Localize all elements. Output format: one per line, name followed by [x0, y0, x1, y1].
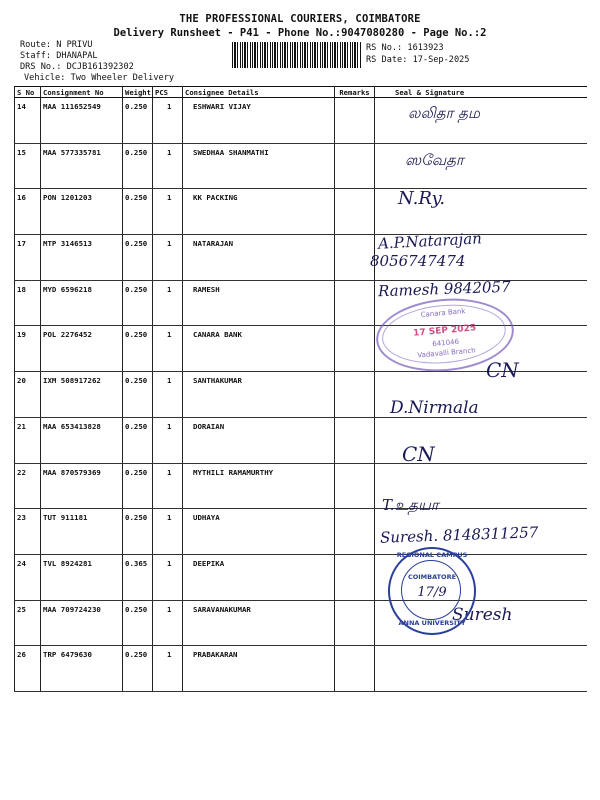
- cell-consignee: SARAVANAKUMAR: [183, 600, 335, 646]
- signature-row-18: Ramesh 9842057: [377, 277, 511, 301]
- cell-pcs: 1: [153, 326, 183, 372]
- cell-consignment: MAA 709724230: [41, 600, 123, 646]
- cell-weight: 0.250: [123, 235, 153, 281]
- cell-sno: 26: [15, 646, 41, 692]
- signature-row-16: N.Ry.: [398, 188, 446, 209]
- cell-weight: 0.250: [123, 463, 153, 509]
- cell-consignee: NATARAJAN: [183, 235, 335, 281]
- cell-consignee: MYTHILI RAMAMURTHY: [183, 463, 335, 509]
- col-header-pcs: PCS: [153, 87, 183, 98]
- cell-pcs: 1: [153, 600, 183, 646]
- cell-pcs: 1: [153, 235, 183, 281]
- cell-consignee: PRABAKARAN: [183, 646, 335, 692]
- cell-sno: 22: [15, 463, 41, 509]
- runsheet-subtitle: Delivery Runsheet - P41 - Phone No.:9047080280 - Page No.:2: [113, 27, 487, 39]
- cell-weight: 0.250: [123, 143, 153, 189]
- cell-remarks: [335, 143, 375, 189]
- cell-pcs: 1: [153, 98, 183, 144]
- cell-pcs: 1: [153, 372, 183, 418]
- cell-consignment: MTP 3146513: [41, 235, 123, 281]
- signature-row-21: D.Nirmala: [390, 398, 479, 418]
- col-header-sno: S No: [15, 87, 41, 98]
- col-header-consignee: Consignee Details: [183, 87, 335, 98]
- cell-consignee: CANARA BANK: [183, 326, 335, 372]
- cell-pcs: 1: [153, 189, 183, 235]
- university-seal-stamp: [388, 547, 476, 635]
- cell-weight: 0.250: [123, 600, 153, 646]
- cell-remarks: [335, 509, 375, 555]
- cell-consignment: TVL 8924281: [41, 554, 123, 600]
- bank-seal-date: 17 SEP 2025: [412, 323, 477, 339]
- cell-weight: 0.250: [123, 98, 153, 144]
- cell-pcs: 1: [153, 646, 183, 692]
- cell-sno: 19: [15, 326, 41, 372]
- table-row: [15, 417, 587, 463]
- cell-consignee: SANTHAKUMAR: [183, 372, 335, 418]
- cell-pcs: 1: [153, 509, 183, 555]
- cell-remarks: [335, 235, 375, 281]
- cell-sno: 16: [15, 189, 41, 235]
- cell-weight: 0.250: [123, 326, 153, 372]
- rs-number: RS No.: 1613923: [366, 43, 444, 53]
- university-seal-city: COIMBATORE: [407, 573, 457, 581]
- cell-consignee: DEEPIKA: [183, 554, 335, 600]
- company-title: THE PROFESSIONAL COURIERS, COIMBATORE: [179, 13, 421, 25]
- table-row: [15, 143, 587, 189]
- runsheet-table: [14, 86, 587, 692]
- cell-sno: 20: [15, 372, 41, 418]
- cell-remarks: [335, 372, 375, 418]
- cell-pcs: 1: [153, 554, 183, 600]
- table-row: [15, 235, 587, 281]
- signature-row-22: CN: [402, 442, 435, 466]
- cell-weight: 0.250: [123, 372, 153, 418]
- rs-date: RS Date: 17-Sep-2025: [366, 55, 470, 65]
- signature-row-17-name: A.P.Natarajan: [377, 229, 483, 253]
- cell-consignment: MAA 577335781: [41, 143, 123, 189]
- cell-remarks: [335, 417, 375, 463]
- cell-consignment: TUT 911181: [41, 509, 123, 555]
- signature-row-26: Suresh: [452, 605, 513, 625]
- cell-sno: 24: [15, 554, 41, 600]
- table-row: [15, 554, 587, 600]
- signature-row-24: Suresh. 8148311257: [379, 523, 539, 547]
- cell-weight: 0.365: [123, 554, 153, 600]
- col-header-consignment: Consignment No: [41, 87, 123, 98]
- route-label: Route: N PRIVU: [20, 40, 93, 50]
- university-seal-campus: REGIONAL CAMPUS: [396, 551, 468, 559]
- vehicle-label: Vehicle: Two Wheeler Delivery: [24, 73, 175, 83]
- cell-sno: 18: [15, 280, 41, 326]
- table-header-row: [15, 87, 587, 98]
- cell-consignment: MAA 111652549: [41, 98, 123, 144]
- cell-consignee: SWEDHAA SHANMATHI: [183, 143, 335, 189]
- bank-seal-code: 641046: [432, 337, 460, 349]
- cell-remarks: [335, 600, 375, 646]
- cell-sno: 25: [15, 600, 41, 646]
- cell-remarks: [335, 646, 375, 692]
- signature-row-15: ஸவேதா: [405, 151, 464, 169]
- cell-pcs: 1: [153, 463, 183, 509]
- cell-remarks: [335, 280, 375, 326]
- staff-label: Staff: DHANAPAL: [20, 51, 98, 61]
- cell-remarks: [335, 554, 375, 600]
- table-row: [15, 189, 587, 235]
- drs-number: DRS No.: DCJB161392302: [20, 62, 134, 72]
- cell-pcs: 1: [153, 280, 183, 326]
- barcode: [232, 42, 361, 68]
- cell-remarks: [335, 98, 375, 144]
- cell-signature: [375, 98, 587, 144]
- cell-sno: 23: [15, 509, 41, 555]
- cell-consignment: IXM 508917262: [41, 372, 123, 418]
- cell-remarks: [335, 189, 375, 235]
- cell-remarks: [335, 463, 375, 509]
- cell-weight: 0.250: [123, 417, 153, 463]
- university-seal-date: 17/9: [417, 585, 447, 600]
- cell-consignment: MYD 6596218: [41, 280, 123, 326]
- cell-sno: 15: [15, 143, 41, 189]
- signature-row-14: லலிதா தம: [408, 104, 480, 122]
- cell-consignee: ESHWARI VIJAY: [183, 98, 335, 144]
- cell-consignment: TRP 6479630: [41, 646, 123, 692]
- cell-weight: 0.250: [123, 280, 153, 326]
- cell-weight: 0.250: [123, 189, 153, 235]
- table-row: [15, 463, 587, 509]
- bank-seal-top-text: Canara Bank: [420, 307, 466, 320]
- cell-consignment: PON 1201203: [41, 189, 123, 235]
- cell-consignment: MAA 653413828: [41, 417, 123, 463]
- cell-sno: 17: [15, 235, 41, 281]
- cell-consignee: RAMESH: [183, 280, 335, 326]
- cell-consignee: DORAIAN: [183, 417, 335, 463]
- cell-pcs: 1: [153, 143, 183, 189]
- table-row: [15, 98, 587, 144]
- cell-pcs: 1: [153, 417, 183, 463]
- university-seal-name: ANNA UNIVERSITY: [398, 619, 466, 627]
- col-header-signature: Seal & Signature: [375, 87, 587, 98]
- col-header-weight: Weight: [123, 87, 153, 98]
- cell-consignee: UDHAYA: [183, 509, 335, 555]
- cell-consignment: MAA 870579369: [41, 463, 123, 509]
- cell-weight: 0.250: [123, 509, 153, 555]
- table-row: [15, 646, 587, 692]
- cell-signature: [375, 646, 587, 692]
- cell-sno: 21: [15, 417, 41, 463]
- signature-row-17-phone: 8056747474: [370, 252, 466, 270]
- signature-row-20: CN: [486, 358, 519, 382]
- cell-consignment: POL 2276452: [41, 326, 123, 372]
- cell-remarks: [335, 326, 375, 372]
- bank-seal-bottom-text: Vadavalli Branch: [417, 346, 477, 360]
- cell-consignee: KK PACKING: [183, 189, 335, 235]
- signature-row-23: T.உதயா: [382, 496, 439, 514]
- col-header-remarks: Remarks: [335, 87, 375, 98]
- cell-weight: 0.250: [123, 646, 153, 692]
- cell-sno: 14: [15, 98, 41, 144]
